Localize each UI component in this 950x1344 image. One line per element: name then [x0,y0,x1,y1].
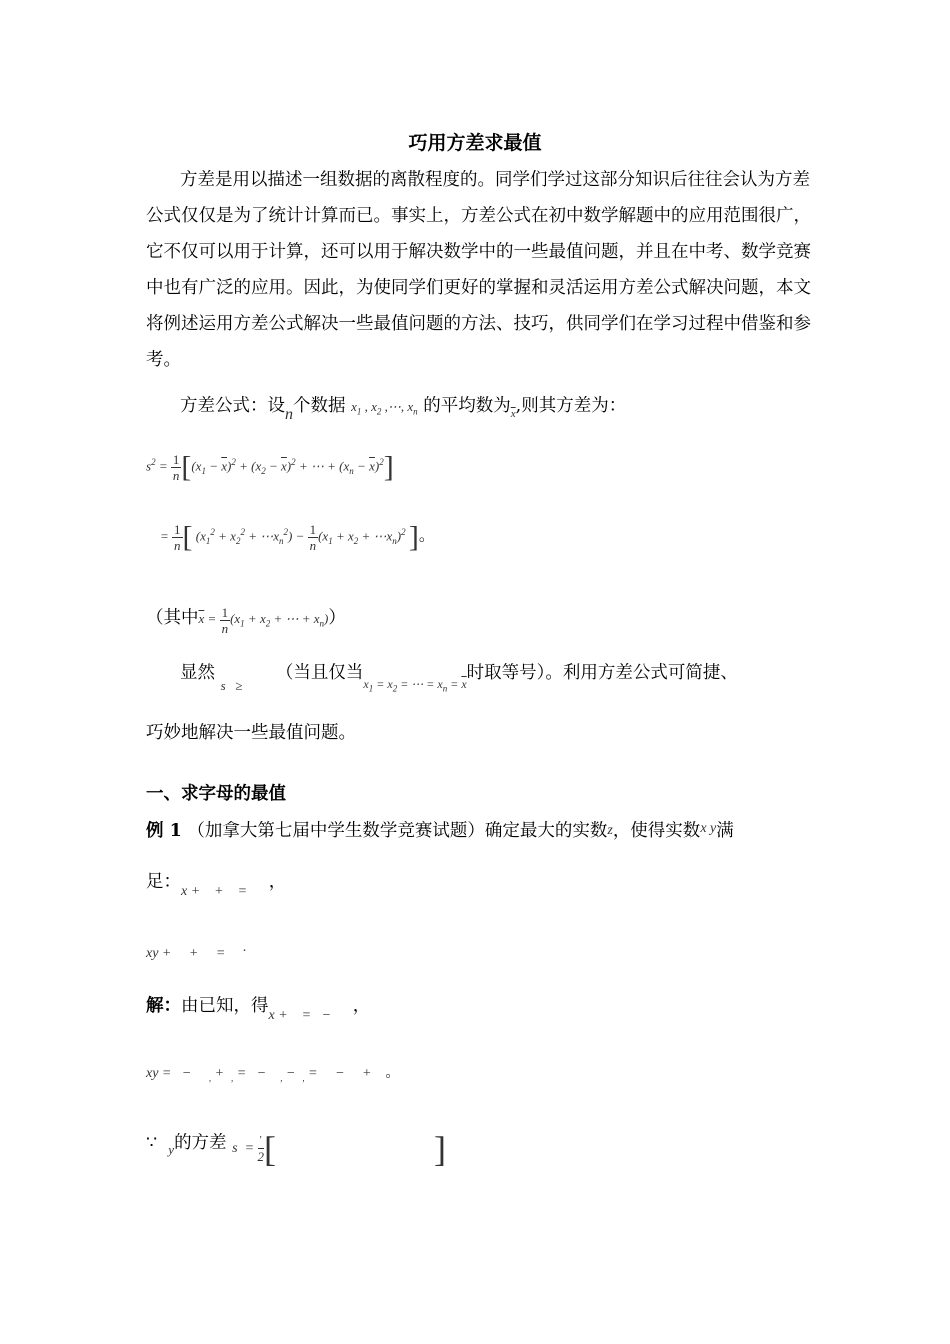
solution-line-3 [146,1125,446,1168]
example-1-text-line2: 足： [146,872,181,892]
condition-formula-1: x + + = [181,884,258,899]
example-1-text-2: ，使得实数 [612,821,701,841]
because-symbol: ∵ [146,1133,158,1153]
section-heading-1: 一、求字母的最值 [146,784,286,804]
y-symbol: y [168,1142,175,1157]
data-list-formula: $x_1$ , $x_2$ ,⋯, $x_n$ [351,399,418,417]
solution-label: 解： [146,996,181,1016]
variance-formula-line-1: $s^2$ = $\frac{1}{n}$ [$(x_1 - \overline{x})^2 + (x_2 - \overline{x})^2$ + ⋯ + $(x_n - \overline{x})^2$] [146,450,394,484]
formula-end-mark: 。 [418,527,435,545]
n-symbol: n [285,406,293,423]
solution-formula-2: xy = − $_,$ + $_,$ = − $_,$ − $_,$ = − + 。 [146,1066,400,1083]
obviously-text-2: （当且仅当 [275,663,364,683]
example-1-text: （加拿大第七届中学生数学竞赛试题）确定最大的实数 [187,821,608,841]
example-1-line [146,811,734,849]
solution-comma: ， [352,996,371,1016]
obviously-line-2: 巧妙地解决一些最值问题。 [146,723,356,743]
intro-paragraph [146,162,814,378]
solution-line-1 [146,988,370,1034]
formula-intro-text-1: 方差公式：设 [180,396,285,416]
obviously-line [180,655,738,706]
obviously-text-3: 时取等号）。利用方差公式可简捷、 [466,663,738,683]
example-1-label: 例 1 [146,821,182,841]
mean-symbol: x [510,408,516,420]
obviously-text-1: 显然 [180,663,215,683]
s-geq-formula: s ≥ [220,678,243,693]
formula-intro-text-2: 个数据 [293,396,346,416]
solution-formula-1: x + = − [268,1008,342,1023]
example-1-condition-line-2: xy + + = . [146,940,247,961]
equality-condition-formula: x1 = x2 = ⋯ = xn = x [363,677,467,694]
example-1-condition-line-1: 足：$_{x + + =}$ ， [146,872,287,899]
z-symbol: z [607,823,613,838]
formula-intro-text-4: ,则其方差为： [515,396,627,416]
page-title: 巧用方差求最值 [408,132,542,154]
variance-formula-line-2: = $\frac{1}{n}$ [ ($x_1^2 + x_2^2$ + $\cdots x_n^2$) − $\frac{1}{n}$ ($x_1 + x_2$ + $\cdots x_n)^2$ ]。 [160,520,435,554]
formula-intro-line [180,388,626,433]
xy-symbols: x y [700,821,717,836]
example-1-text-3: 满 [716,821,734,841]
variance-bracket-formula: s = ' 2 [ ] [232,1128,447,1169]
variance-of-text: 的方差 [174,1133,227,1153]
note-close: ） [328,608,346,628]
note-open: （其中 [146,608,199,628]
intro-text: 方差是用以描述一组数据的离散程度的。同学们学过这部分知识后往往会认为方差公式仅仅是为了统计计算而已。事实上，方差公式在初中数学解题中的应用范围很广，它不仅可以用于计算，还可以用于解决数学中的一些最值问题，并且在中考、数学竞赛中也有广泛的应用。因此，为使同学们更好的掌握和灵活运用方差公式解决问题，本文将例述运用方差公式解决一些最值问题的方法、技巧，供同学们在学习过程中借鉴和参考。 [146,170,811,370]
solution-text: 由已知，得 [181,996,269,1016]
formula-intro-text-3: 的平均数为 [423,396,511,416]
mean-note-line: （其中$\overline{x}$ = $\frac{1}{n}$ ($x_1 + x_2$ + ⋯ + $x_n$)） [146,604,346,636]
